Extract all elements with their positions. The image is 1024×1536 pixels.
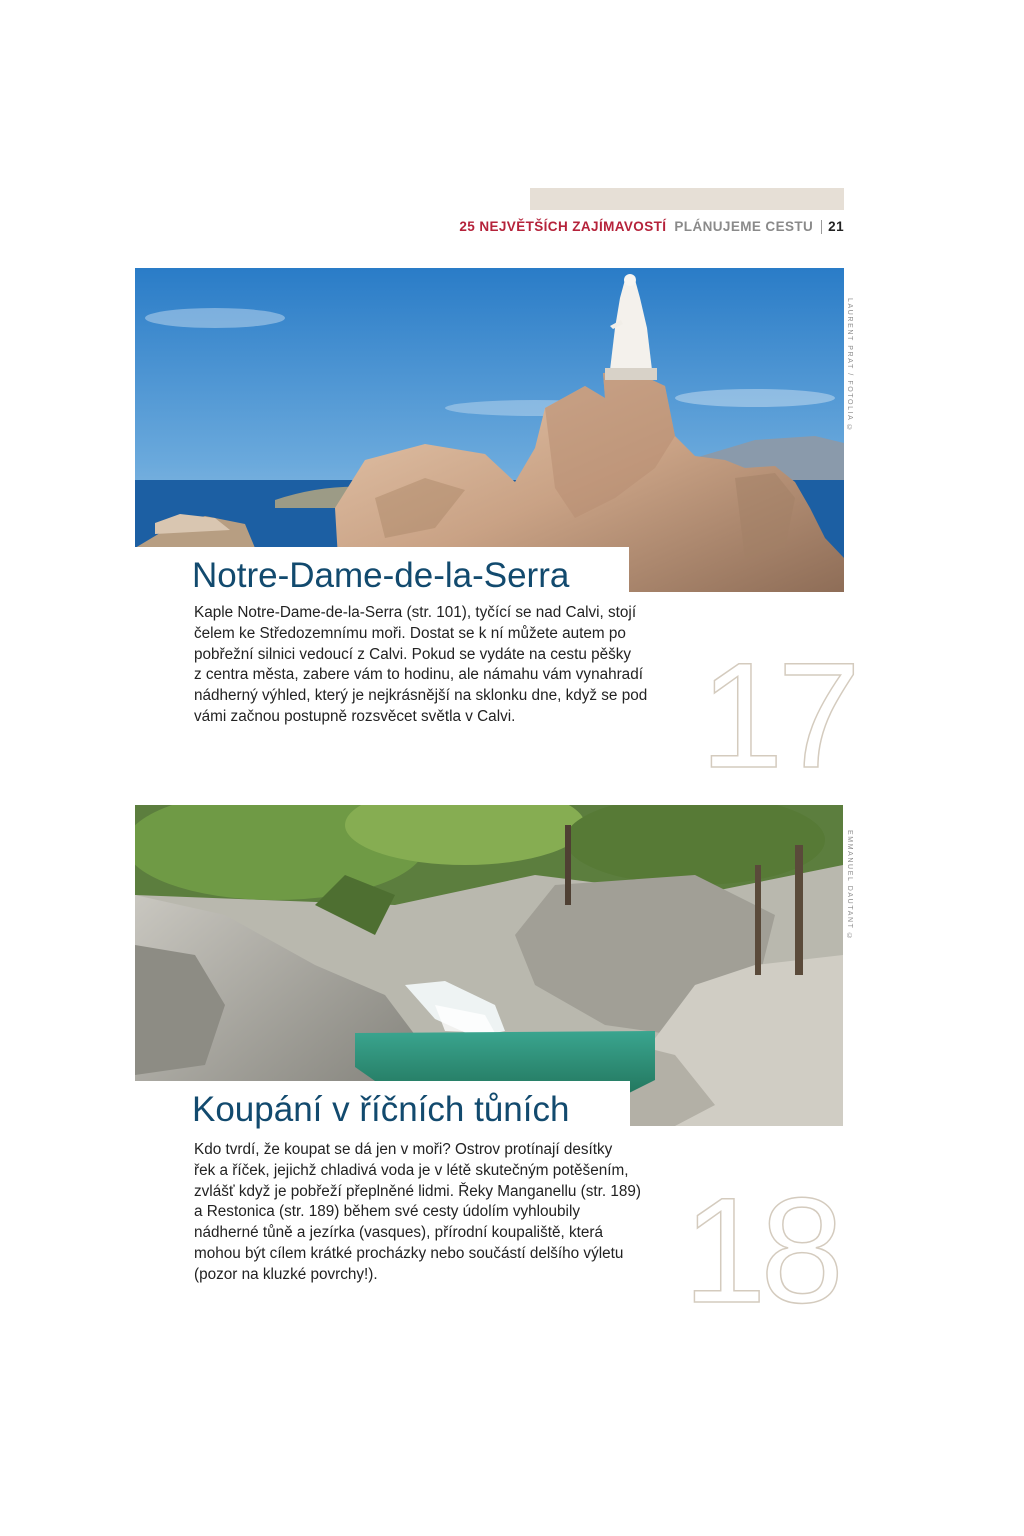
description-line: a Restonica (str. 189) během své cesty údolím vyhloubily <box>194 1203 580 1221</box>
description-line: řek a říček, jejichž chladivá voda je v létě skutečným potěšením, <box>194 1161 629 1179</box>
description-line: (pozor na kluzké povrchy!). <box>194 1265 378 1283</box>
photo-credit: LAURENT PRAT / FOTOLIA © <box>846 298 853 434</box>
description-line: vámi začnou postupně rozsvěcet světla v Calvi. <box>194 707 516 725</box>
entry-title: Notre-Dame-de-la-Serra <box>192 556 570 595</box>
statue-on-rocks-illustration <box>135 268 844 592</box>
entry-title-box <box>135 547 629 605</box>
header-color-bar <box>530 188 844 210</box>
header-divider <box>821 220 822 234</box>
notre-dame-photo <box>135 268 844 592</box>
entry-number: 17 <box>700 631 855 799</box>
page-number: 21 <box>828 219 844 234</box>
description-line: nádherné tůně a jezírka (vasques), přírodní koupaliště, která <box>194 1224 603 1242</box>
river-pools-photo <box>135 805 843 1126</box>
entry-description <box>194 1140 674 1286</box>
section-title: 25 NEJVĚTŠÍCH ZAJÍMAVOSTÍ <box>459 219 667 234</box>
photo-credit: EMMANUEL DAUTANT © <box>846 830 853 942</box>
description-line: zvlášť když je pobřeží přeplněné lidmi. Řeky Manganellu (str. 189) <box>194 1182 642 1200</box>
description-line: Kdo tvrdí, že koupat se dá jen v moři? Ostrov protínají desítky <box>194 1141 613 1158</box>
description-line: nádherný výhled, který je nejkrásnější na sklonku dne, když se pod <box>194 687 648 705</box>
running-head <box>459 219 844 234</box>
chapter-title: PLÁNUJEME CESTU <box>674 219 814 234</box>
entry-title: Koupání v říčních tůních <box>192 1090 570 1129</box>
description-line: z centra města, zabere vám to hodinu, ale námahu vám vynahradí <box>194 666 643 684</box>
description-line: čelem ke Středozemnímu moři. Dostat se k ní můžete autem po <box>194 624 626 642</box>
entry-description <box>194 603 674 728</box>
entry-number: 18 <box>683 1166 838 1334</box>
waterfall-pool-illustration <box>135 805 843 1126</box>
description-line: pobřežní silnici vedoucí z Calvi. Pokud se vydáte na cestu pěšky <box>194 645 632 663</box>
entry-title-box <box>135 1081 630 1138</box>
description-line: mohou být cílem krátké procházky nebo součástí delšího výletu <box>194 1244 624 1262</box>
description-line: Kaple Notre-Dame-de-la-Serra (str. 101), tyčící se nad Calvi, stojí <box>194 604 637 621</box>
